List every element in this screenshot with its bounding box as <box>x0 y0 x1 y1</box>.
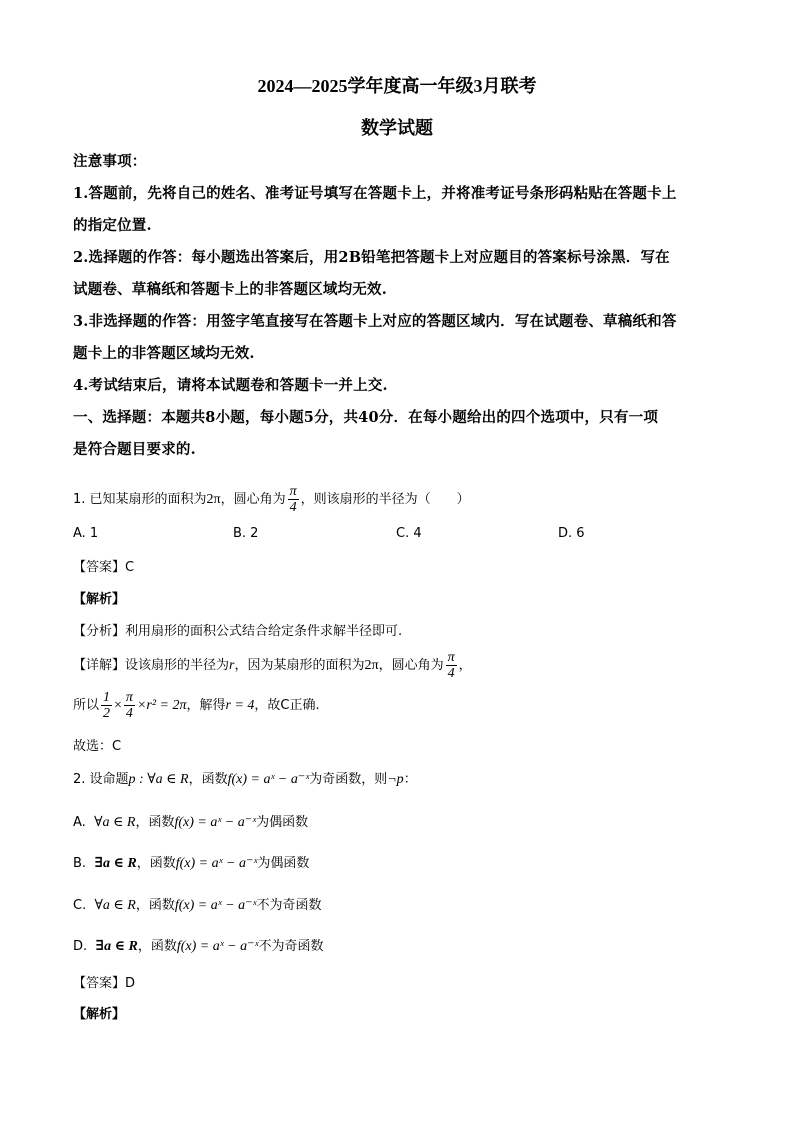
q1-calculation <box>73 686 320 726</box>
q1-detail-mid: ，因为某扇形的面积为 <box>234 658 365 673</box>
q2-option-a <box>73 811 308 831</box>
q2-option-a-quant: ∀a ∈ R <box>94 815 136 830</box>
q1-angle-den: 4 <box>289 500 297 515</box>
question-1 <box>73 480 470 520</box>
notice-3-line1: 3.非选择题的作答：用签字笔直接写在答题卡上对应的答题区域内．写在试题卷、草稿纸和答 <box>73 313 677 330</box>
q2-prefix: 2. 设命题 <box>73 772 129 787</box>
q2-suffix: 为奇函数，则 <box>309 772 388 787</box>
q1-answer: 【答案】C <box>73 560 135 575</box>
q1-calc-result: r = 4 <box>225 698 255 713</box>
q1-suffix: ，则该扇形的半径为（ ） <box>300 492 470 507</box>
q2-option-a-func: f(x) = aˣ − a⁻ˣ <box>174 815 257 830</box>
q1-option-d: D. 6 <box>558 526 585 541</box>
q1-detail-comma: ， <box>458 658 472 673</box>
q1-option-b: B. 2 <box>233 526 259 541</box>
q1-option-a: A. 1 <box>73 526 99 541</box>
q1-calc-prefix: 所以 <box>73 698 100 713</box>
q1-detail-mid2: ，圆心角为 <box>378 658 444 673</box>
q1-detail-angle-num: π <box>447 650 455 665</box>
q1-calc-pi <box>124 690 135 721</box>
q1-detail-angle-den: 4 <box>447 666 455 681</box>
q1-calc-mid: ，解得 <box>186 698 226 713</box>
q2-option-d-text: ，函数 <box>137 939 177 954</box>
q2-option-d-tail: 不为奇函数 <box>258 939 324 954</box>
q1-mid: ，圆心角为 <box>220 492 286 507</box>
q2-colon: ： <box>403 772 417 787</box>
q1-detail-r: r <box>229 658 235 673</box>
q1-analysis-label: 【解析】 <box>73 592 126 607</box>
exam-subtitle: 数学试题 <box>361 118 433 138</box>
q2-option-a-label: A. <box>73 815 86 830</box>
q1-calc-pi-den: 4 <box>125 706 133 721</box>
q2-neg: ¬p <box>387 772 404 787</box>
q2-option-c <box>73 894 322 914</box>
q1-prefix: 1. 已知某扇形的面积为 <box>73 492 207 507</box>
section-heading-line1: 一、选择题：本题共8小题，每小题5分，共40分．在每小题给出的四个选项中，只有一项 <box>73 409 659 426</box>
q2-option-a-text: ，函数 <box>135 815 175 830</box>
notice-2-line1: 2.选择题的作答：每小题选出答案后，用2B铅笔把答题卡上对应题目的答案标号涂黑．写在 <box>73 249 670 266</box>
q2-option-b-text: ，函数 <box>136 856 176 871</box>
q2-prop: p : ∀a ∈ R <box>128 772 189 787</box>
q1-angle-fraction <box>288 484 299 515</box>
q1-calc-suffix: ，故C正确. <box>254 698 320 713</box>
q1-angle-num: π <box>289 484 297 499</box>
q2-option-b-tail: 为偶函数 <box>257 856 310 871</box>
q2-option-a-tail: 为偶函数 <box>256 815 309 830</box>
notice-2-line2: 试题卷、草稿纸和答题卡上的非答题区域均无效. <box>73 281 387 298</box>
q1-detail-angle <box>446 650 457 681</box>
q2-answer: 【答案】D <box>73 976 136 991</box>
q2-option-b-label: B. <box>73 856 87 871</box>
q2-option-c-quant: ∀a ∈ R <box>94 898 136 913</box>
q1-detail-area: 2π <box>364 658 379 673</box>
q2-option-d <box>73 935 323 955</box>
q1-detail <box>73 646 472 686</box>
q2-option-c-tail: 不为奇函数 <box>256 898 322 913</box>
q1-calc-half <box>101 690 112 721</box>
notice-1-line2: 的指定位置. <box>73 217 152 234</box>
q1-calc-pi-num: π <box>125 690 133 705</box>
q1-calc-half-den: 2 <box>103 706 111 721</box>
q1-calc-rest: ×r² = 2π <box>136 698 187 713</box>
q1-calc-half-num: 1 <box>103 690 111 705</box>
notice-heading: 注意事项： <box>73 153 147 170</box>
section-heading-line2: 是符合题目要求的. <box>73 441 196 458</box>
q2-option-c-label: C. <box>73 898 87 913</box>
notice-1-line1: 1.答题前，先将自己的姓名、准考证号填写在答题卡上，并将准考证号条形码粘贴在答题卡上 <box>73 185 677 202</box>
q1-fenxi: 【分析】利用扇形的面积公式结合给定条件求解半径即可. <box>73 624 403 639</box>
q1-area: 2π <box>206 492 221 507</box>
q2-option-d-quant: ∃a ∈ R <box>95 939 138 954</box>
q2-option-c-text: ，函数 <box>135 898 175 913</box>
notice-4: 4.考试结束后，请将本试题卷和答题卡一并上交. <box>73 377 388 394</box>
q2-analysis-label: 【解析】 <box>73 1007 126 1022</box>
q2-mid: ，函数 <box>188 772 228 787</box>
q2-option-b-func: f(x) = aˣ − a⁻ˣ <box>175 856 258 871</box>
notice-3-line2: 题卡上的非答题区域均无效. <box>73 345 255 362</box>
q1-detail-prefix: 【详解】设该扇形的半径为 <box>73 658 230 673</box>
q2-option-b <box>73 852 309 872</box>
q2-option-d-func: f(x) = aˣ − a⁻ˣ <box>176 939 259 954</box>
question-2 <box>73 768 417 788</box>
q2-option-c-func: f(x) = aˣ − a⁻ˣ <box>174 898 257 913</box>
q2-option-b-quant: ∃a ∈ R <box>94 856 137 871</box>
q2-func: f(x) = aˣ − a⁻ˣ <box>227 772 310 787</box>
q1-calc-times: × <box>114 698 122 713</box>
q1-option-c: C. 4 <box>396 526 422 541</box>
exam-title: 2024—2025学年度高一年级3月联考 <box>257 76 537 96</box>
q1-conclusion: 故选：C <box>73 739 122 754</box>
q2-option-d-label: D. <box>73 939 88 954</box>
